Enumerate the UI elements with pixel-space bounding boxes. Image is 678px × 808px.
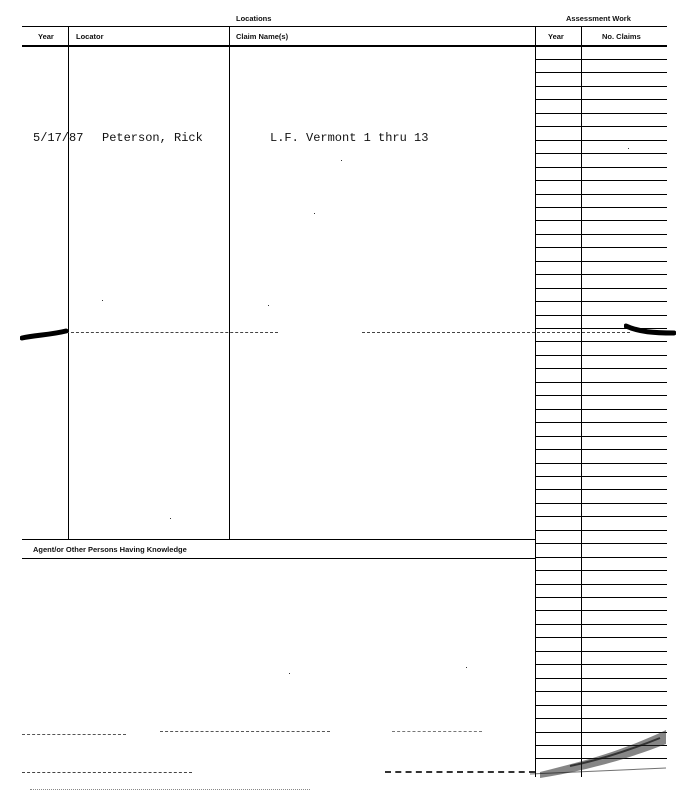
fold-mark-left — [20, 326, 68, 342]
assessment-row-rule — [536, 449, 667, 450]
column-header-no-claims: No. Claims — [602, 32, 641, 41]
entry-locator: Peterson, Rick — [102, 131, 203, 145]
scan-speck — [268, 305, 269, 306]
scan-artifact-line — [22, 734, 126, 735]
assessment-row-rule — [536, 678, 667, 679]
assessment-row-rule — [536, 597, 667, 598]
scan-artifact-line — [30, 789, 310, 790]
assessment-row-rule — [536, 72, 667, 73]
scan-speck — [628, 148, 629, 149]
scan-speck — [289, 673, 290, 674]
scan-noise-blotch — [530, 722, 670, 780]
assessment-row-rule — [536, 368, 667, 369]
scan-speck — [314, 213, 315, 214]
assessment-row-rule — [536, 382, 667, 383]
assessment-row-rule — [536, 610, 667, 611]
assessment-row-rule — [536, 113, 667, 114]
assessment-row-rule — [536, 355, 667, 356]
locations-section-title: Locations — [236, 14, 272, 23]
assessment-row-rule — [536, 140, 667, 141]
column-header-assessment-year: Year — [548, 32, 564, 41]
assessment-row-rule — [536, 274, 667, 275]
assessment-row-rule — [536, 261, 667, 262]
assessment-row-rule — [536, 234, 667, 235]
assessment-row-rule — [536, 86, 667, 87]
column-header-locator: Locator — [76, 32, 104, 41]
assessment-row-rule — [536, 489, 667, 490]
scan-artifact-line — [160, 731, 330, 732]
assessment-row-rule — [536, 126, 667, 127]
assessment-row-rule — [536, 247, 667, 248]
fold-line-left — [66, 332, 278, 333]
column-header-year: Year — [38, 32, 54, 41]
assessment-row-rule — [536, 395, 667, 396]
assessment-row-rule — [536, 516, 667, 517]
assessment-row-rule — [536, 315, 667, 316]
assessment-row-rule — [536, 180, 667, 181]
assessment-row-rule — [536, 476, 667, 477]
assessment-row-rule — [536, 288, 667, 289]
scan-artifact-line — [392, 731, 482, 732]
assessment-row-rule — [536, 463, 667, 464]
scan-speck — [466, 667, 467, 668]
assessment-row-rule — [536, 624, 667, 625]
fold-mark-right — [624, 322, 676, 338]
assessment-row-rule — [536, 153, 667, 154]
assessment-row-rule — [536, 341, 667, 342]
assessment-row-rule — [536, 543, 667, 544]
scan-speck — [341, 160, 342, 161]
assessment-row-rule — [536, 718, 667, 719]
assessment-row-rule — [536, 503, 667, 504]
assessment-row-rule — [536, 301, 667, 302]
assessment-section-title: Assessment Work — [566, 14, 631, 23]
assessment-row-rule — [536, 557, 667, 558]
assessment-row-rule — [536, 207, 667, 208]
assessment-row-rule — [536, 705, 667, 706]
assessment-row-rule — [536, 530, 667, 531]
assessment-row-rule — [536, 167, 667, 168]
scan-artifact-line — [385, 771, 535, 773]
fold-line-right — [362, 332, 630, 333]
assessment-row-rule — [536, 194, 667, 195]
assessment-row-rule — [536, 570, 667, 571]
scan-speck — [102, 300, 103, 301]
entry-claim-names: L.F. Vermont 1 thru 13 — [270, 131, 429, 145]
assessment-row-rule — [536, 422, 667, 423]
assessment-row-rule — [536, 59, 667, 60]
entry-date: 5/17/87 — [33, 131, 84, 145]
assessment-row-rule — [536, 664, 667, 665]
assessment-row-rule — [536, 691, 667, 692]
scan-speck — [170, 518, 171, 519]
assessment-row-rule — [536, 409, 667, 410]
assessment-row-rule — [536, 651, 667, 652]
assessment-row-rule — [536, 220, 667, 221]
agent-section-title: Agent/or Other Persons Having Knowledge — [33, 545, 187, 554]
assessment-row-rule — [536, 436, 667, 437]
scan-artifact-line — [22, 772, 192, 773]
assessment-row-rule — [536, 584, 667, 585]
assessment-row-rule — [536, 99, 667, 100]
assessment-row-rule — [536, 637, 667, 638]
column-header-claim-names: Claim Name(s) — [236, 32, 289, 41]
